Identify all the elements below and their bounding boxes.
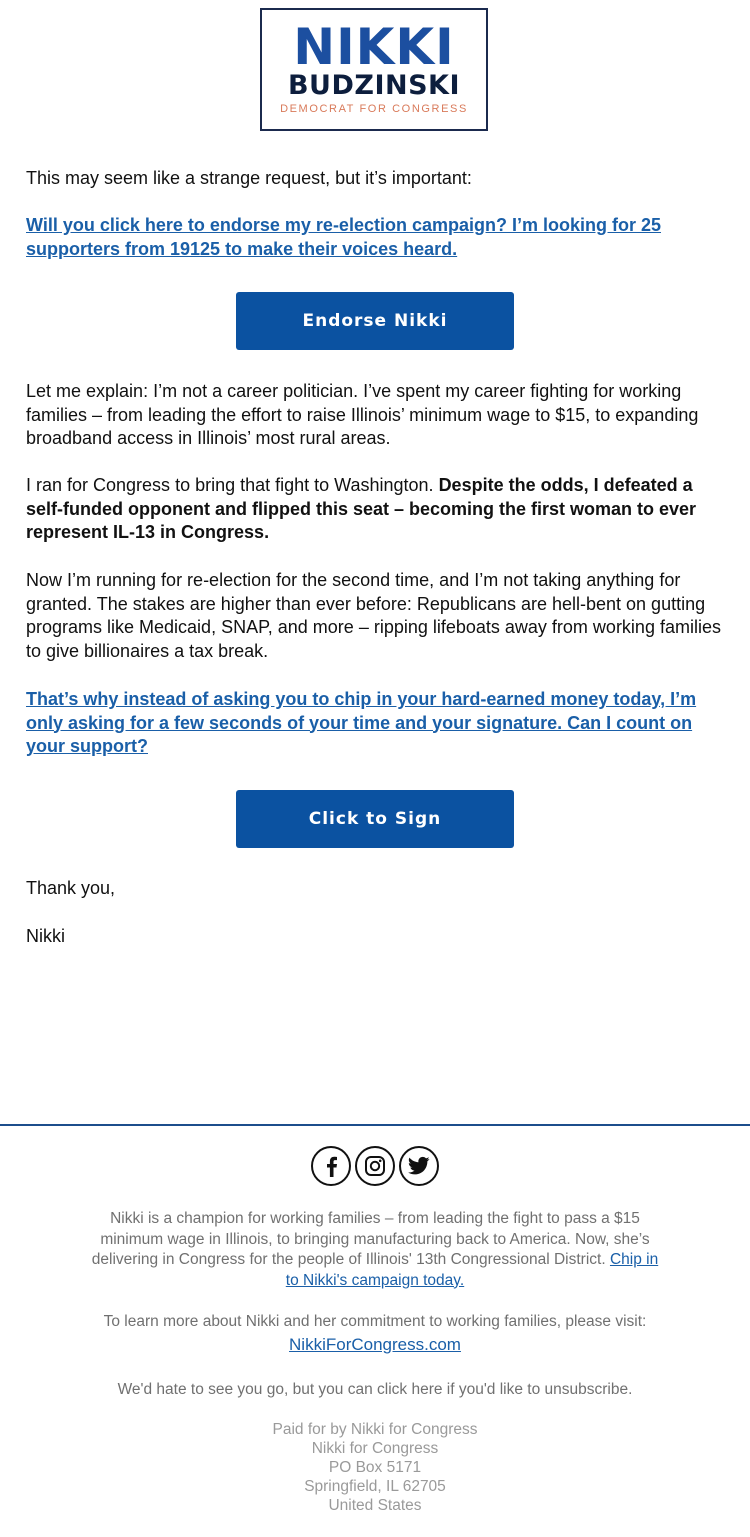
signature-text: Nikki	[26, 926, 65, 946]
footer-divider	[0, 1124, 750, 1126]
address-country-line: United States	[328, 1497, 422, 1514]
explain-paragraph	[26, 380, 726, 451]
address-city-line: Springfield, IL 62705	[304, 1478, 446, 1495]
chip-in-link[interactable]: Chip in to Nikki's campaign today.	[285, 1251, 659, 1289]
signature-line	[26, 925, 726, 949]
paid-for-line: Paid for by Nikki for Congress	[272, 1421, 478, 1438]
explain-text: Let me explain: I’m not a career politician. I’ve spent my career fighting for working families – from leading the effort to raise Illinois’ minimum wage to $15, to expanding broadband access in Illinois’ most rural areas.	[26, 381, 699, 448]
unsubscribe-text[interactable]: We'd hate to see you go, but you can click here if you'd like to unsubscribe.	[117, 1381, 633, 1398]
footer-learn-more	[0, 1312, 750, 1355]
footer-about	[0, 1209, 750, 1291]
intro-text: This may seem like a strange request, but it’s important:	[26, 168, 472, 188]
signature-ask-link[interactable]: That’s why instead of asking you to chip in your hard-earned money today, I’m only asking for a few seconds of your time and your signature. Can I count on your support?	[26, 689, 697, 756]
sign-button[interactable]: Click to Sign	[236, 790, 514, 848]
endorse-button[interactable]: Endorse Nikki	[236, 292, 514, 350]
logo-last-name: BUDZINSKI	[287, 70, 461, 101]
signature-link-paragraph	[26, 688, 726, 759]
washington-bold-text: Despite the odds, I defeated a self-funded opponent and flipped this seat – becoming the first woman to ever represent IL-13 in Congress.	[26, 475, 697, 542]
campaign-logo	[260, 8, 488, 131]
instagram-icon[interactable]	[355, 1146, 395, 1186]
intro-paragraph	[26, 167, 726, 191]
address-po-box-line: PO Box 5171	[328, 1459, 422, 1476]
logo-first-name: NIKKI	[293, 18, 455, 76]
learn-more-text: To learn more about Nikki and her commitment to working families, please visit:	[103, 1313, 647, 1330]
washington-text: I ran for Congress to bring that fight to Washington.	[26, 475, 439, 495]
logo-tagline: DEMOCRAT FOR CONGRESS	[280, 103, 468, 115]
website-link[interactable]: NikkiForCongress.com	[289, 1334, 461, 1354]
washington-paragraph	[26, 474, 726, 545]
closing-line	[26, 877, 726, 901]
footer-address	[0, 1420, 750, 1515]
facebook-icon[interactable]	[311, 1146, 351, 1186]
endorse-link-paragraph	[26, 214, 726, 261]
footer-about-text: Nikki is a champion for working families – from leading the fight to pass a $15 minimum wage in Illinois, to bringing manufacturing back to America. Now, she’s delivering in Congress for the people of Illinois' 13th Congressional District.	[91, 1210, 650, 1268]
closing-text: Thank you,	[26, 878, 116, 898]
reelection-text: Now I’m running for re-election for the second time, and I’m not taking anything for granted. The stakes are higher than ever before: Republicans are hell-bent on gutting programs like Medicaid, SNAP, and more – ripping lifeboats away from working families to give billionaires a tax break.	[26, 570, 721, 661]
reelection-paragraph	[26, 569, 726, 663]
endorse-link[interactable]: Will you click here to endorse my re-election campaign? I’m looking for 25 supporters from 19125 to make their voices heard.	[26, 215, 661, 259]
address-org-line: Nikki for Congress	[311, 1440, 439, 1457]
twitter-icon[interactable]	[399, 1146, 439, 1186]
